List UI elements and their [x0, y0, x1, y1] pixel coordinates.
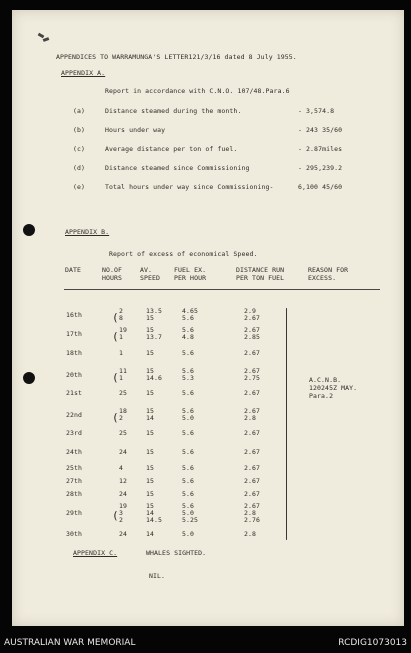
row-hours: 2	[119, 516, 124, 524]
appendix-c-value: NIL.	[149, 572, 166, 580]
speed-header: AV. SPEED	[140, 266, 161, 282]
row-date: 24th	[66, 448, 83, 456]
row-speed: 15	[146, 464, 155, 472]
appendix-c-title: APPENDIX C.	[73, 549, 118, 557]
item-label: Average distance per ton of fuel.	[105, 145, 238, 153]
row-speed: 15	[146, 407, 155, 415]
item-value: - 243 35/60	[298, 126, 343, 134]
item-letter: (d)	[73, 164, 86, 172]
row-speed: 14.6	[146, 374, 163, 382]
row-date: 22nd	[66, 411, 83, 419]
item-label: Distance steamed since Commissioning	[105, 164, 250, 172]
row-distance: 2.76	[244, 516, 261, 524]
item-letter: (b)	[73, 126, 86, 134]
row-fuel: 4.8	[182, 333, 195, 341]
row-distance: 2.8	[244, 414, 257, 422]
row-distance: 2.85	[244, 333, 261, 341]
row-hours: 18	[119, 407, 128, 415]
row-speed: 13.7	[146, 333, 163, 341]
appendix-b-title: APPENDIX B.	[65, 228, 110, 236]
row-distance: 2.67	[244, 490, 261, 498]
row-distance: 2.67	[244, 464, 261, 472]
row-distance: 2.8	[244, 530, 257, 538]
reason-bracket	[286, 308, 287, 540]
row-fuel: 5.6	[182, 502, 195, 510]
row-speed: 14.5	[146, 516, 163, 524]
document-header: APPENDICES TO WARRAMUNGA'S LETTER121/3/16 dated 8 July 1955.	[56, 53, 297, 61]
row-hours: 2	[119, 307, 124, 315]
row-hours: 19	[119, 326, 128, 334]
row-fuel: 5.6	[182, 477, 195, 485]
row-fuel: 5.6	[182, 389, 195, 397]
row-distance: 2.8	[244, 509, 257, 517]
header-rule	[64, 289, 380, 290]
row-fuel: 5.6	[182, 407, 195, 415]
item-letter: (c)	[73, 145, 86, 153]
row-speed: 15	[146, 367, 155, 375]
row-fuel: 5.3	[182, 374, 195, 382]
row-date: 21st	[66, 389, 83, 397]
item-letter: (a)	[73, 107, 86, 115]
row-hours: 4	[119, 464, 124, 472]
row-date: 16th	[66, 311, 83, 319]
row-fuel: 5.6	[182, 429, 195, 437]
row-distance: 2.67	[244, 349, 261, 357]
row-distance: 2.67	[244, 407, 261, 415]
appendix-b-intro: Report of excess of economical Speed.	[109, 250, 258, 258]
row-hours: 25	[119, 389, 128, 397]
row-date: 27th	[66, 477, 83, 485]
row-speed: 15	[146, 349, 155, 357]
item-label: Distance steamed during the month.	[105, 107, 242, 115]
row-brace: (	[112, 330, 119, 343]
row-hours: 3	[119, 509, 124, 517]
ink-mark	[43, 37, 50, 42]
row-fuel: 5.6	[182, 367, 195, 375]
item-value: - 295,239.2	[298, 164, 343, 172]
row-speed: 15	[146, 314, 155, 322]
row-hours: 8	[119, 314, 124, 322]
row-brace: (	[112, 509, 119, 522]
punch-hole-bottom	[23, 372, 35, 384]
row-distance: 2.67	[244, 429, 261, 437]
ink-mark	[38, 33, 45, 39]
row-hours: 12	[119, 477, 128, 485]
row-fuel: 5.6	[182, 448, 195, 456]
row-brace: (	[112, 411, 119, 424]
row-fuel: 5.25	[182, 516, 199, 524]
row-fuel: 5.0	[182, 414, 195, 422]
row-hours: 1	[119, 333, 124, 341]
punch-hole-top	[23, 224, 35, 236]
row-fuel: 5.0	[182, 530, 195, 538]
row-fuel: 4.65	[182, 307, 199, 315]
row-fuel: 5.6	[182, 326, 195, 334]
row-speed: 15	[146, 490, 155, 498]
row-distance: 2.9	[244, 307, 257, 315]
row-speed: 15	[146, 429, 155, 437]
appendix-c-subtitle: WHALES SIGHTED.	[146, 549, 207, 557]
row-date: 29th	[66, 509, 83, 517]
row-distance: 2.67	[244, 314, 261, 322]
row-hours: 25	[119, 429, 128, 437]
row-speed: 15	[146, 389, 155, 397]
row-date: 30th	[66, 530, 83, 538]
reason-line: Para.2	[309, 392, 334, 400]
row-hours: 11	[119, 367, 128, 375]
row-speed: 14	[146, 530, 155, 538]
row-date: 28th	[66, 490, 83, 498]
row-distance: 2.67	[244, 367, 261, 375]
row-fuel: 5.6	[182, 490, 195, 498]
fuel-header: FUEL EX. PER HOUR	[174, 266, 207, 282]
row-hours: 2	[119, 414, 124, 422]
row-hours: 1	[119, 374, 124, 382]
row-distance: 2.67	[244, 389, 261, 397]
row-speed: 14	[146, 509, 155, 517]
row-speed: 15	[146, 502, 155, 510]
row-distance: 2.67	[244, 502, 261, 510]
row-speed: 15	[146, 477, 155, 485]
archive-footer	[0, 630, 411, 653]
item-label: Total hours under way since Commissioning-	[105, 183, 274, 191]
row-hours: 19	[119, 502, 128, 510]
row-speed: 15	[146, 448, 155, 456]
row-speed: 15	[146, 326, 155, 334]
footer-source: AUSTRALIAN WAR MEMORIAL	[4, 638, 136, 648]
item-value: 6,100 45/60	[298, 183, 343, 191]
row-date: 17th	[66, 330, 83, 338]
row-distance: 2.75	[244, 374, 261, 382]
appendix-a-intro: Report in accordance with C.N.O. 107/48.Para.6	[105, 87, 290, 95]
row-brace: (	[112, 311, 119, 324]
row-hours: 24	[119, 490, 128, 498]
row-hours: 1	[119, 349, 124, 357]
hours-header: NO.OF HOURS	[102, 266, 123, 282]
item-value: - 2.87miles	[298, 145, 343, 153]
row-date: 18th	[66, 349, 83, 357]
row-distance: 2.67	[244, 326, 261, 334]
row-date: 25th	[66, 464, 83, 472]
row-distance: 2.67	[244, 448, 261, 456]
item-value: - 3,574.8	[298, 107, 335, 115]
row-brace: (	[112, 371, 119, 384]
row-distance: 2.67	[244, 477, 261, 485]
date-header: DATE	[65, 266, 82, 274]
reason-line: 120245Z MAY.	[309, 384, 358, 392]
row-fuel: 5.6	[182, 464, 195, 472]
item-letter: (e)	[73, 183, 86, 191]
row-speed: 14	[146, 414, 155, 422]
item-label: Hours under way	[105, 126, 166, 134]
reason-header: REASON FOR EXCESS.	[308, 266, 349, 282]
row-hours: 24	[119, 530, 128, 538]
row-speed: 13.5	[146, 307, 163, 315]
row-date: 23rd	[66, 429, 83, 437]
row-fuel: 5.0	[182, 509, 195, 517]
document-page	[12, 10, 404, 626]
row-fuel: 5.6	[182, 314, 195, 322]
row-fuel: 5.6	[182, 349, 195, 357]
appendix-a-title: APPENDIX A.	[61, 69, 106, 77]
reason-line: A.C.N.B.	[309, 376, 342, 384]
row-date: 20th	[66, 371, 83, 379]
footer-id: RCDIG1073013	[338, 638, 407, 648]
row-hours: 24	[119, 448, 128, 456]
distance-header: DISTANCE RUN PER TON FUEL	[236, 266, 285, 282]
